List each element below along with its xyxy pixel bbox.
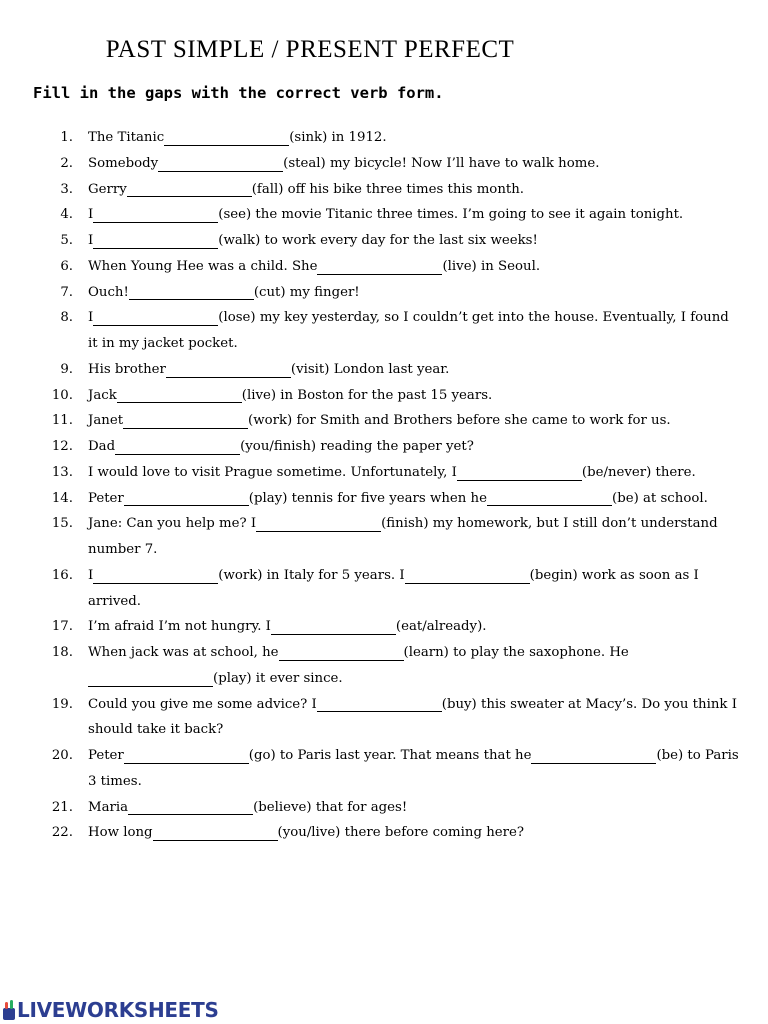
question-number: 6.	[60, 258, 73, 274]
question-text	[88, 305, 740, 357]
question-text	[88, 486, 740, 512]
answer-gap-input[interactable]	[93, 208, 218, 223]
question-text	[88, 434, 740, 460]
question-text-segment: (work) in Italy for 5 years. I	[218, 567, 405, 583]
question-text-segment: (finish) my homework, but I still don’t understand number 7.	[88, 516, 722, 557]
question-text-segment: Maria	[88, 799, 129, 815]
question-text-segment: (live) in Seoul.	[442, 258, 541, 274]
question-text-segment: Dad	[88, 439, 116, 454]
answer-gap-input[interactable]	[279, 646, 404, 661]
answer-gap-input[interactable]	[158, 157, 283, 172]
question-text-segment: How long	[88, 825, 153, 841]
question-item	[0, 280, 768, 306]
question-text-segment: (walk) to work every day for the last six weeks!	[218, 233, 538, 248]
question-text-segment: Could you give me some advice? I	[88, 696, 317, 712]
question-text	[88, 254, 740, 280]
question-text-segment: (steal) my bicycle! Now I’ll have to walk home.	[283, 155, 600, 171]
answer-gap-input[interactable]	[166, 363, 291, 378]
question-text-segment: (live) in Boston for the past 15 years.	[241, 387, 493, 403]
question-text	[88, 460, 740, 486]
question-number: 10.	[51, 387, 73, 403]
question-text-segment: (visit) London last year.	[290, 361, 450, 377]
question-text-segment: Peter	[88, 490, 124, 506]
answer-gap-input[interactable]	[127, 182, 252, 197]
answer-gap-input[interactable]	[93, 311, 218, 326]
answer-gap-input[interactable]	[256, 517, 381, 532]
question-item	[0, 743, 768, 795]
question-text-segment: Peter	[88, 748, 124, 763]
answer-gap-input[interactable]	[317, 260, 442, 275]
question-number: 3.	[60, 181, 73, 197]
question-number: 15.	[51, 516, 73, 532]
question-text-segment: (lose) my key yesterday, so I couldn’t get into the house. Eventually, I found it in my jacket pocket.	[88, 310, 734, 351]
question-item	[0, 177, 768, 203]
answer-gap-input[interactable]	[317, 697, 442, 712]
question-number: 20.	[51, 748, 73, 763]
question-item	[0, 151, 768, 177]
question-item	[0, 795, 768, 821]
answer-gap-input[interactable]	[153, 826, 278, 841]
answer-gap-input[interactable]	[164, 131, 289, 146]
question-text	[88, 151, 740, 177]
question-item	[0, 460, 768, 486]
question-text	[88, 743, 743, 795]
question-item	[0, 820, 768, 846]
question-item	[0, 434, 768, 460]
question-text-segment: (you/live) there before coming here?	[277, 825, 524, 841]
question-item	[0, 408, 768, 434]
question-number: 4.	[60, 207, 73, 223]
question-number: 17.	[51, 619, 73, 635]
question-text-segment: I’m afraid I’m not hungry. I	[88, 619, 271, 635]
question-text-segment: The Titanic	[88, 130, 165, 145]
question-text-segment: (fall) off his bike three times this month.	[251, 181, 525, 197]
question-text	[88, 640, 740, 692]
answer-gap-input[interactable]	[128, 800, 253, 815]
logo-text: LIVEWORKSHEETS	[17, 998, 219, 1022]
question-number: 22.	[51, 825, 73, 841]
liveworksheets-icon	[2, 999, 16, 1021]
question-text	[88, 280, 740, 306]
question-text-segment: When jack was at school, he	[88, 645, 279, 660]
question-text	[88, 820, 740, 846]
question-text-segment: (sink) in 1912.	[289, 130, 387, 145]
question-text-segment: Jane: Can you help me? I	[88, 516, 257, 532]
answer-gap-input[interactable]	[124, 749, 249, 764]
question-text-segment: (work) for Smith and Brothers before she came to work for us.	[248, 413, 671, 429]
question-number: 5.	[60, 233, 73, 248]
question-text-segment: I	[88, 233, 94, 248]
answer-gap-input[interactable]	[123, 414, 248, 429]
question-text-segment: (you/finish) reading the paper yet?	[240, 439, 474, 454]
question-number: 18.	[51, 645, 73, 660]
question-text-segment: His brother	[88, 361, 166, 377]
answer-gap-input[interactable]	[271, 620, 396, 635]
question-text-segment: When Young Hee was a child. She	[88, 258, 318, 274]
question-item	[0, 563, 768, 615]
question-text-segment: (believe) that for ages!	[253, 799, 408, 815]
question-item	[0, 692, 768, 744]
question-item	[0, 305, 768, 357]
question-number: 19.	[51, 696, 73, 712]
answer-gap-input[interactable]	[487, 491, 612, 506]
answer-gap-input[interactable]	[124, 491, 249, 506]
question-item	[0, 125, 768, 151]
question-text-segment: I	[88, 310, 94, 326]
question-text-segment: (go) to Paris last year. That means that he	[248, 748, 532, 763]
question-text-segment: (eat/already).	[395, 619, 487, 635]
question-number: 8.	[60, 310, 73, 326]
answer-gap-input[interactable]	[531, 749, 656, 764]
question-text	[88, 692, 740, 744]
question-text-segment: (cut) my finger!	[253, 284, 360, 300]
question-text	[88, 357, 740, 383]
answer-gap-input[interactable]	[93, 569, 218, 584]
question-number: 2.	[60, 155, 73, 171]
question-number: 13.	[51, 464, 73, 480]
question-text	[88, 177, 740, 203]
question-text-segment: I	[88, 567, 94, 583]
answer-gap-input[interactable]	[405, 569, 530, 584]
question-text-segment: (play) it ever since.	[213, 670, 343, 686]
answer-gap-input[interactable]	[457, 466, 582, 481]
question-item	[0, 614, 768, 640]
question-number: 9.	[60, 361, 73, 377]
question-number: 14.	[51, 490, 73, 506]
question-number: 11.	[51, 413, 73, 429]
question-text	[88, 202, 740, 228]
question-item	[0, 511, 768, 563]
question-text-segment: (buy) this sweater at Macy’s. Do you think I should take it back?	[88, 696, 742, 738]
question-text-segment: I would love to visit Prague sometime. Unfortunately, I	[88, 464, 457, 480]
question-number: 16.	[51, 567, 73, 583]
question-text	[88, 125, 740, 151]
question-text-segment: Jack	[88, 387, 117, 403]
question-text-segment: (be/never) there.	[581, 464, 696, 480]
answer-gap-input[interactable]	[88, 672, 213, 687]
answer-gap-input[interactable]	[117, 388, 242, 403]
question-text	[88, 563, 740, 615]
page-title: PAST SIMPLE / PRESENT PERFECT	[105, 36, 515, 63]
question-text-segment: (begin) work as soon as I arrived.	[88, 567, 704, 609]
answer-gap-input[interactable]	[93, 234, 218, 249]
question-text-segment: Somebody	[88, 155, 159, 171]
question-text	[88, 228, 740, 254]
question-item	[0, 228, 768, 254]
question-item	[0, 254, 768, 280]
question-text-segment: (learn) to play the saxophone. He	[403, 645, 634, 660]
question-text	[88, 795, 740, 821]
question-list	[0, 125, 768, 846]
question-text-segment: I	[88, 207, 94, 223]
question-text-segment: (see) the movie Titanic three times. I’m going to see it again tonight.	[218, 207, 684, 223]
question-text-segment: (play) tennis for five years when he	[248, 490, 487, 506]
question-item	[0, 640, 768, 692]
instructions: Fill in the gaps with the correct verb form.	[33, 84, 444, 102]
question-item	[0, 486, 768, 512]
question-item	[0, 357, 768, 383]
question-text-segment: Ouch!	[88, 284, 129, 300]
answer-gap-input[interactable]	[129, 285, 254, 300]
question-text	[88, 383, 740, 409]
question-text	[88, 408, 740, 434]
answer-gap-input[interactable]	[115, 440, 240, 455]
question-number: 12.	[51, 439, 73, 454]
question-number: 1.	[60, 130, 73, 145]
question-item	[0, 383, 768, 409]
question-text	[88, 511, 740, 563]
question-text-segment: Janet	[88, 413, 124, 429]
question-text-segment: (be) at school.	[612, 490, 708, 506]
question-item	[0, 202, 768, 228]
question-text-segment: (be) to Paris 3 times.	[88, 748, 743, 789]
question-number: 21.	[51, 799, 73, 815]
question-text	[88, 614, 740, 640]
liveworksheets-logo[interactable]	[2, 997, 219, 1023]
question-text-segment: Gerry	[88, 181, 127, 197]
question-number: 7.	[60, 284, 73, 300]
